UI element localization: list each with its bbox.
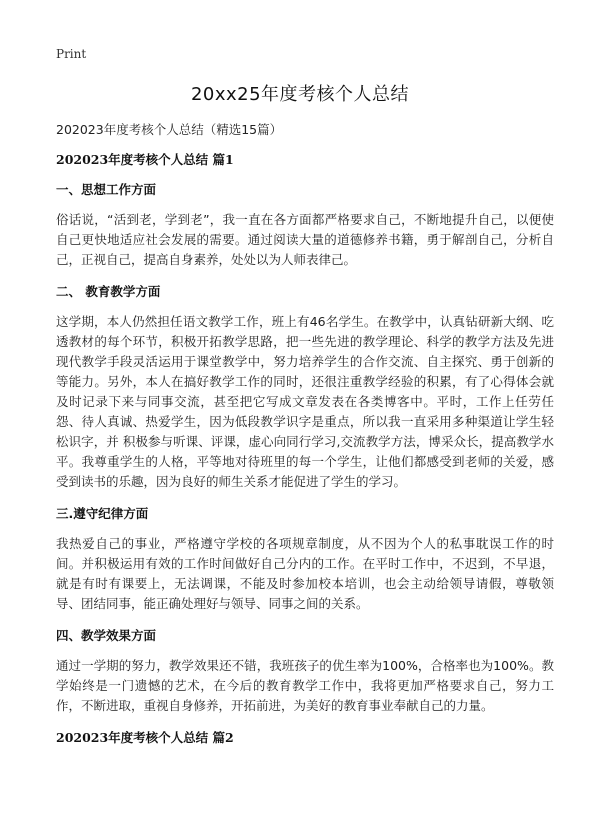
section-heading-discipline: 三.遵守纪律方面 bbox=[56, 506, 149, 521]
section-text-results: 通过一学期的努力，教学效果还不错，我班孩子的优生率为100%，合格率也为100%。教学始终是一门遗憾的艺术，在今后的教育教学工作中，我将更加严格要求自己，努力工作，不断进取，重视自身修养，开拓前进，为美好的教育事业奉献自己的力量。 bbox=[56, 658, 554, 713]
section-text-thought: 俗话说，“活到老，学到老”，我一直在各方面都严格要求自己，不断地提升自己，以便使自己更快地适应社会发展的需要。通过阅读大量的道德修养书籍，勇于解剖自己，分析自己，正视自己，提高自身素养，处处以为人师表律己。 bbox=[56, 212, 554, 267]
article-heading-2: 202023年度考核个人总结 篇2 bbox=[56, 730, 234, 745]
section-heading-results: 四、教学效果方面 bbox=[56, 628, 157, 643]
article-heading-1: 202023年度考核个人总结 篇1 bbox=[56, 152, 234, 167]
section-heading-teaching: 二、 教育教学方面 bbox=[56, 284, 161, 299]
document-body bbox=[56, 120, 554, 758]
section-heading-thought: 一、思想工作方面 bbox=[56, 182, 157, 197]
print-label[interactable]: Print bbox=[56, 47, 87, 61]
section-text-discipline: 我热爱自己的事业，严格遵守学校的各项规章制度，从不因为个人的私事耽误工作的时间。并积极运用有效的工作时间做好自己分内的工作。在平时工作中，不迟到，不早退，就是有时有课要上，无法调课，不能及时参加校本培训，也会主动给领导请假，尊敬领导、团结同事，能正确处理好与领导、同事之间的关系。 bbox=[56, 536, 554, 611]
document-subtitle: 202023年度考核个人总结（精选15篇） bbox=[56, 122, 283, 137]
section-text-teaching: 这学期，本人仍然担任语文教学工作，班上有46名学生。在教学中，认真钻研新大纲、吃透教材的每个环节，积极开拓教学思路，把一些先进的教学理论、科学的教学方法及先进现代教学手段灵活运用于课堂教学中，努力培养学生的合作交流、自主探究、勇于创新的等能力。另外，本人在搞好教学工作的同时，还很注重教学经验的积累，有了心得体会就及时记录下来与同事交流，甚至把它写成文章发表在各类博客中。平时，工作上任劳任怨、待人真诚、热爱学生，因为低段教学识字是重点，所以我一直采用多种渠道让学生轻松识字，并 积极参与听课、评课，虚心向同行学习,交流教学方法，博采众长，提高教学水平。我尊重学生的人格，平等地对待班里的每一个学生，让他们都感受到老师的关爱，感受到读书的乐趣，因为良好的师生关系才能促进了学生的学习。 bbox=[56, 314, 554, 489]
page-title: 20xx25年度考核个人总结 bbox=[190, 84, 410, 105]
